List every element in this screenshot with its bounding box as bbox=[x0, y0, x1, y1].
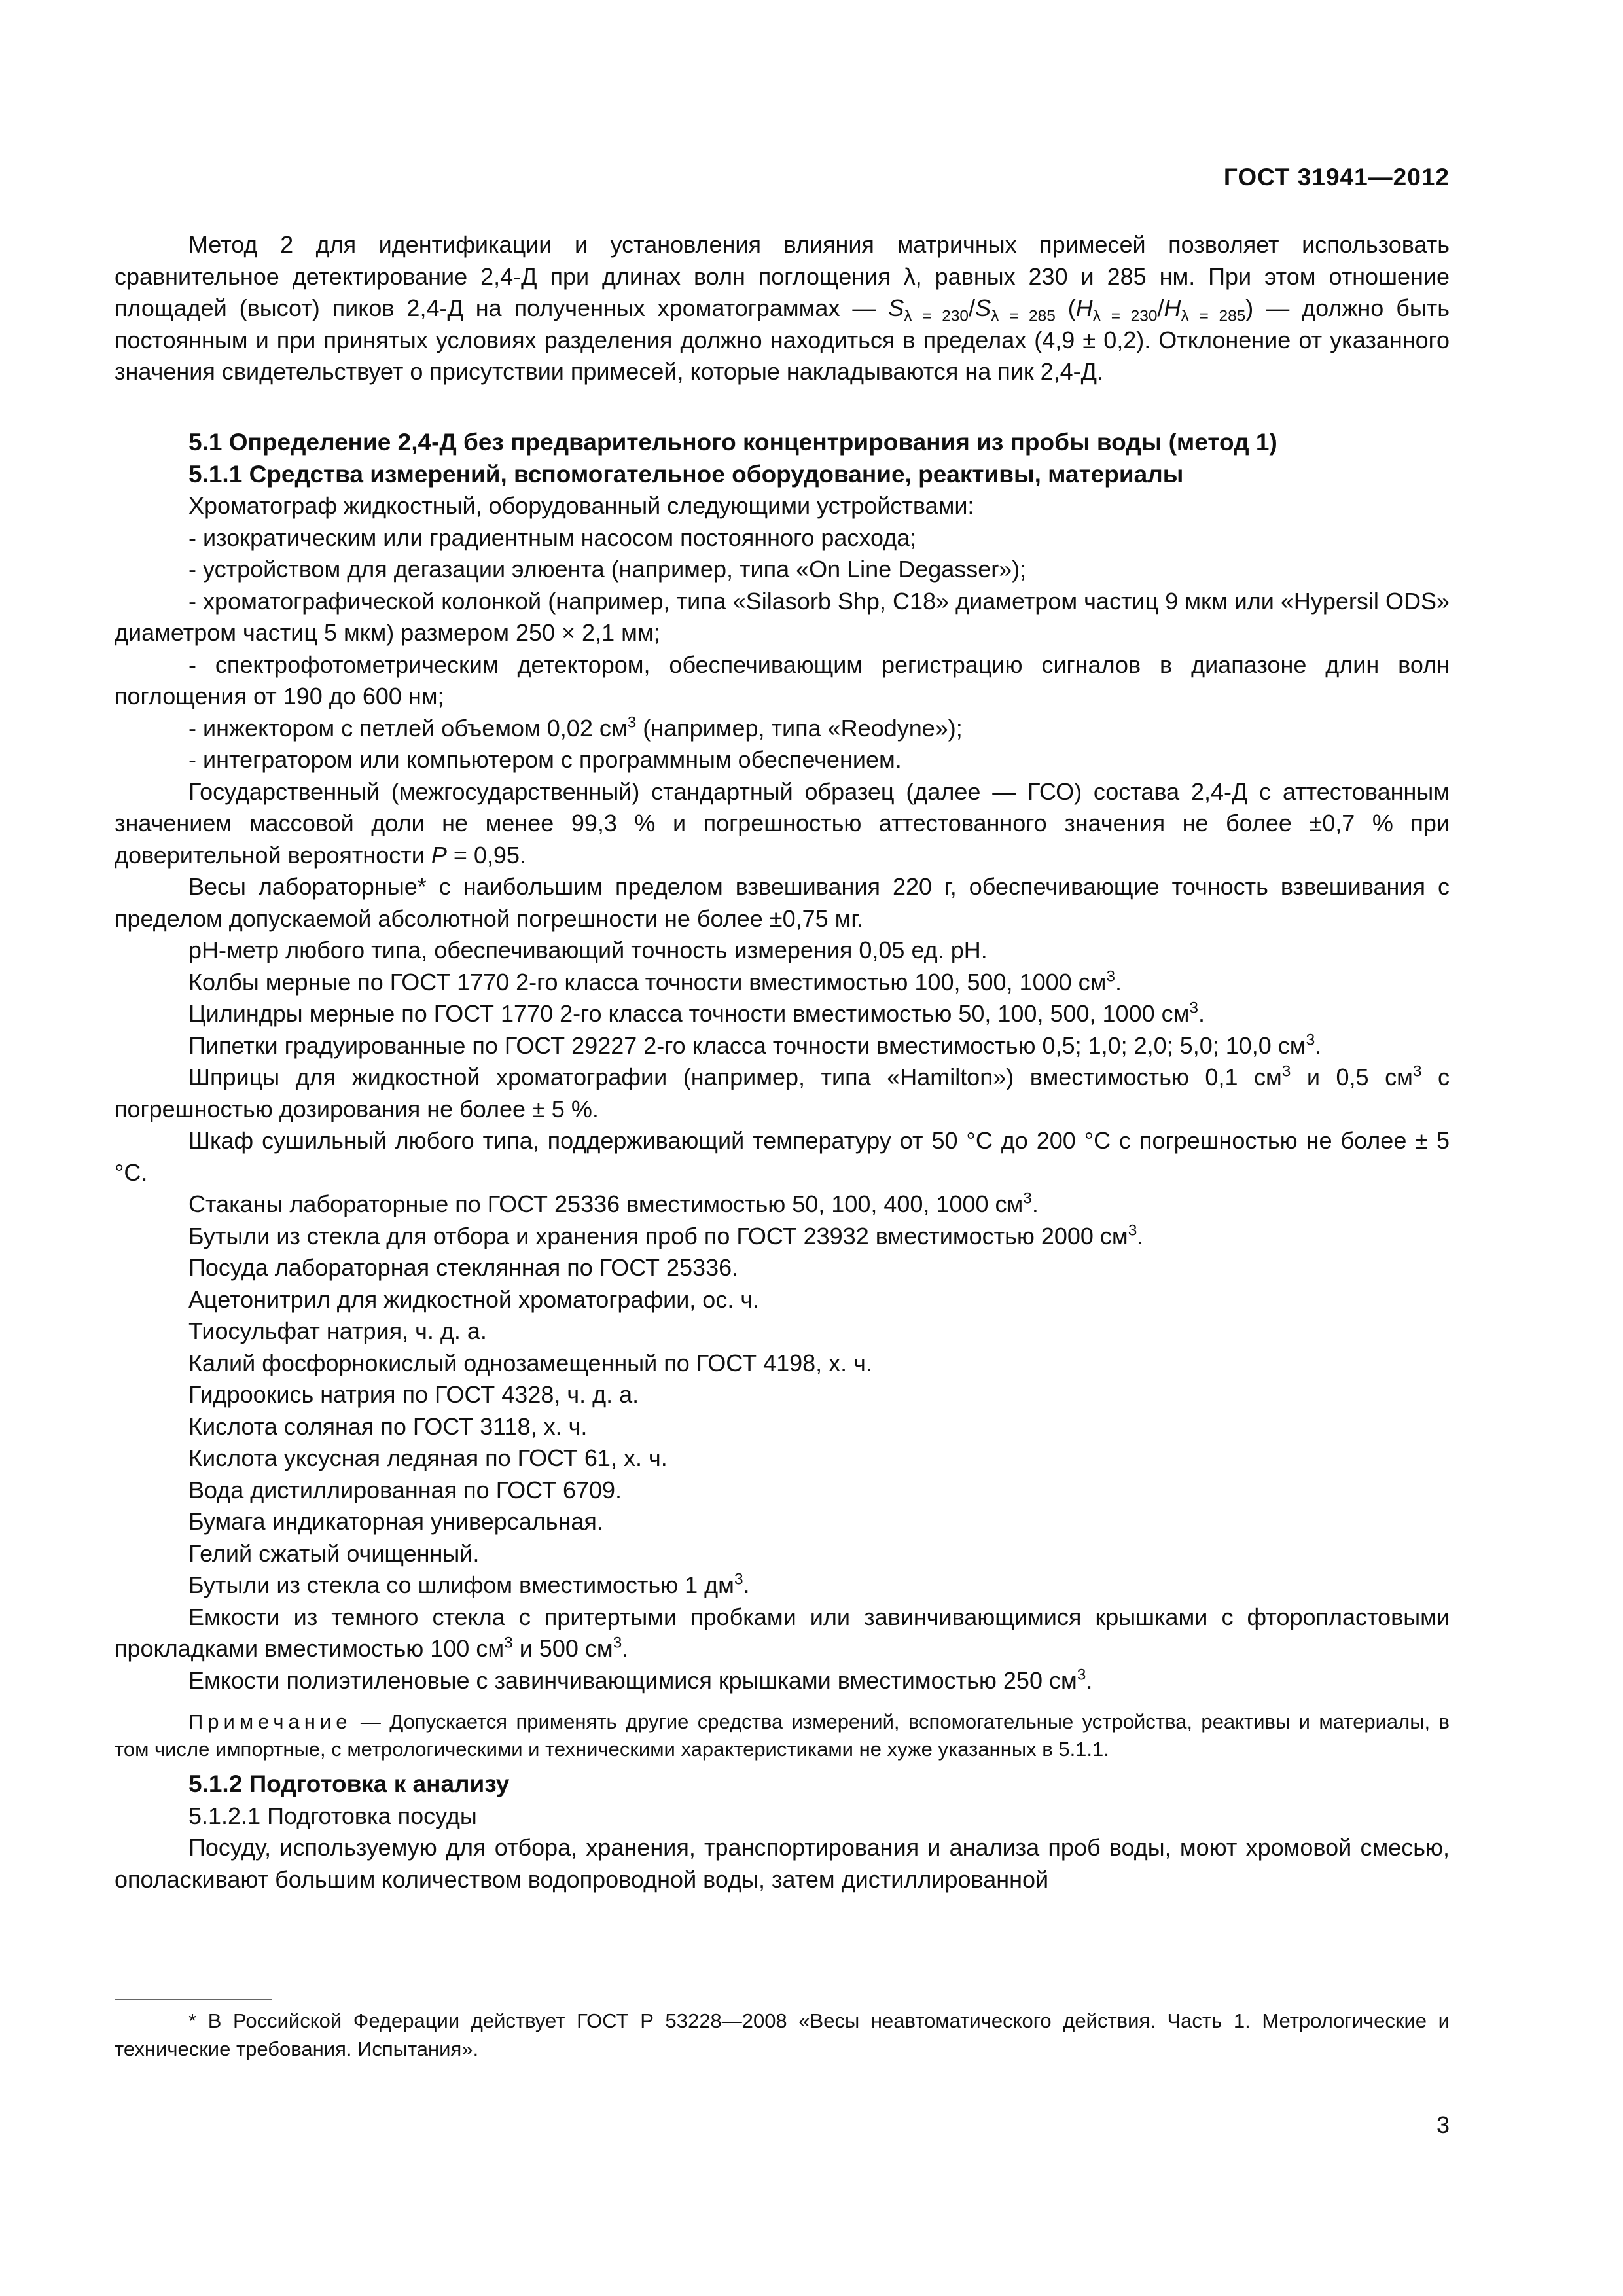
ground-bottles-item: Бутыли из стекла со шлифом вместимостью 1 $дм^3$. bbox=[188, 1570, 750, 1598]
footnote-divider bbox=[115, 1999, 272, 2000]
note-label: Примечание bbox=[188, 1710, 352, 1733]
device-injector: - инжектором с петлей объемом 0,02 $см^3$ (например, типа «Reodyne»); bbox=[188, 713, 963, 742]
device-pump: - изократическим или градиентным насосом постоянного расхода; bbox=[188, 524, 917, 551]
water-item: Вода дистиллированная по ГОСТ 6709. bbox=[188, 1476, 622, 1503]
section-heading-5-1-2: 5.1.2 Подготовка к анализу bbox=[188, 1770, 510, 1797]
document-header: ГОСТ 31941—2012 bbox=[1223, 164, 1450, 190]
flasks-item: Колбы мерные по ГОСТ 1770 2-го класса точности вместимостью 100, 500, 1000 $см^3$. bbox=[188, 967, 1122, 996]
pipettes-item: Пипетки градуированные по ГОСТ 29227 2-го класса точности вместимостью 0,5; 1,0; 2,0; 5,0; 10,0 $см^3$. bbox=[188, 1031, 1322, 1059]
syringes-item: Шприцы для жидкостной хроматографии (например, типа «Hamilton») вместимостью 0,1 $см^3$ и 0,5 $см^3$ с погрешностью дозирования не более ± 5 %. bbox=[115, 1062, 1450, 1122]
phmeter-item: pH-метр любого типа, обеспечивающий точность измерения 0,05 ед. pH. bbox=[188, 937, 988, 963]
note: Примечание — Допускается применять другие средства измерений, вспомогательные устройства, реактивы и материалы, в том числе импортные, с метрологическими и техническими характеристиками не хуже указанных в 5.1.1. bbox=[115, 1710, 1450, 1761]
polyethylene-item: Емкости полиэтиленовые с завинчивающимися крышками вместимостью 250 $см^3$. bbox=[188, 1666, 1093, 1694]
acetonitrile-item: Ацетонитрил для жидкостной хроматографии, ос. ч. bbox=[188, 1285, 760, 1313]
dark-glass-item: Емкости из темного стекла с притертыми пробками или завинчивающимися крышками с фторопластовыми прокладками вместимостью 100 $см^3$ и 500 $см^3$. bbox=[115, 1603, 1450, 1662]
scales-item: Весы лабораторные* с наибольшим пределом взвешивания 220 г, обеспечивающие точность взвешивания с пределом допускаемой абсолютной погрешности не более ±0,75 мг. bbox=[115, 873, 1450, 932]
section-5-1 bbox=[115, 427, 1450, 1895]
cylinders-item: Цилиндры мерные по ГОСТ 1770 2-го класса точности вместимостью 50, 100, 500, 1000 $см^3$. bbox=[188, 999, 1205, 1027]
acetic-acid-item: Кислота уксусная ледяная по ГОСТ 61, х. ч. bbox=[188, 1444, 668, 1471]
indicator-paper-item: Бумага индикаторная универсальная. bbox=[188, 1508, 603, 1535]
phosphate-item: Калий фосфорнокислый однозамещенный по ГОСТ 4198, х. ч. bbox=[188, 1349, 872, 1376]
oven-item: Шкаф сушильный любого типа, поддерживающий температуру от 50 °С до 200 °С с погрешностью не более ± 5 °С. bbox=[115, 1127, 1450, 1186]
section-heading-5-1: 5.1 Определение 2,4-Д без предварительного концентрирования из пробы воды (метод 1) bbox=[188, 429, 1277, 456]
bottles-item: Бутыли из стекла для отбора и хранения проб по ГОСТ 23932 вместимостью 2000 $см^3$. bbox=[188, 1221, 1144, 1249]
gso-item: Государственный (межгосударственный) стандартный образец (далее — ГСО) состава 2,4-Д с аттестованным значением массовой доли не менее 99,3 % и погрешностью аттестованного значения не более ±0,7 % при доверительной вероятности P = 0,95. bbox=[115, 778, 1450, 869]
page-number: 3 bbox=[1436, 2111, 1450, 2138]
device-column: - хроматографической колонкой (например, типа «Silasorb Shp, C18» диаметром частиц 9 мкм или «Hypersil ODS» диаметром частиц 5 мкм) размером 250 × 2,1 мм; bbox=[115, 587, 1450, 646]
helium-item: Гелий сжатый очищенный. bbox=[188, 1539, 480, 1567]
hcl-item: Кислота соляная по ГОСТ 3118, х. ч. bbox=[188, 1412, 588, 1440]
device-integrator: - интегратором или компьютером с программным обеспечением. bbox=[188, 746, 902, 773]
thiosulfate-item: Тиосульфат натрия, ч. д. а. bbox=[188, 1318, 487, 1344]
intro-paragraph: Метод 2 для идентификации и установления влияния матричных примесей позволяет использовать сравнительное детектирование 2,4-Д при длинах волн поглощения λ, равных 230 и 285 нм. При этом отношение площадей (высот) пиков 2,4-Д на полученных хроматограммах — $S_{\lambda = 230}/S_{\lambda = 285}$ $(H_{\lambda = 230}/H_{\lambda = 285})$ — должно быть постоянным и при принятых условиях разделения должно находиться в пределах (4,9 ± 0,2). Отклонение от указанного значения свидетельствует о присутствии примесей, которые накладываются на пик 2,4-Д. bbox=[115, 231, 1450, 385]
chromatograph-item: Хроматограф жидкостный, оборудованный следующими устройствами: bbox=[188, 492, 974, 519]
section-heading-5-1-1: 5.1.1 Средства измерений, вспомогательное оборудование, реактивы, материалы bbox=[188, 460, 1184, 488]
device-degasser: - устройством для дегазации элюента (например, типа «On Line Degasser»); bbox=[188, 556, 1027, 583]
section-heading-5-1-2-1: 5.1.2.1 Подготовка посуды bbox=[188, 1802, 477, 1829]
hydroxide-item: Гидроокись натрия по ГОСТ 4328, ч. д. а. bbox=[188, 1381, 639, 1408]
intro-block bbox=[115, 229, 1450, 388]
prep-paragraph: Посуду, используемую для отбора, хранения, транспортирования и анализа проб воды, моют хромовой смесью, ополаскивают большим количеством водопроводной воды, затем дистиллированной bbox=[115, 1834, 1450, 1893]
glassware-item: Посуда лабораторная стеклянная по ГОСТ 25336. bbox=[188, 1254, 739, 1281]
footnote: * В Российской Федерации действует ГОСТ Р 53228—2008 «Весы неавтоматического действия. Часть 1. Метрологические и технические требования. Испытания». bbox=[115, 2009, 1450, 2060]
beakers-item: Стаканы лабораторные по ГОСТ 25336 вместимостью 50, 100, 400, 1000 $см^3$. bbox=[188, 1189, 1039, 1217]
device-detector: - спектрофотометрическим детектором, обеспечивающим регистрацию сигналов в диапазоне длин волн поглощения от 190 до 600 нм; bbox=[115, 651, 1450, 709]
